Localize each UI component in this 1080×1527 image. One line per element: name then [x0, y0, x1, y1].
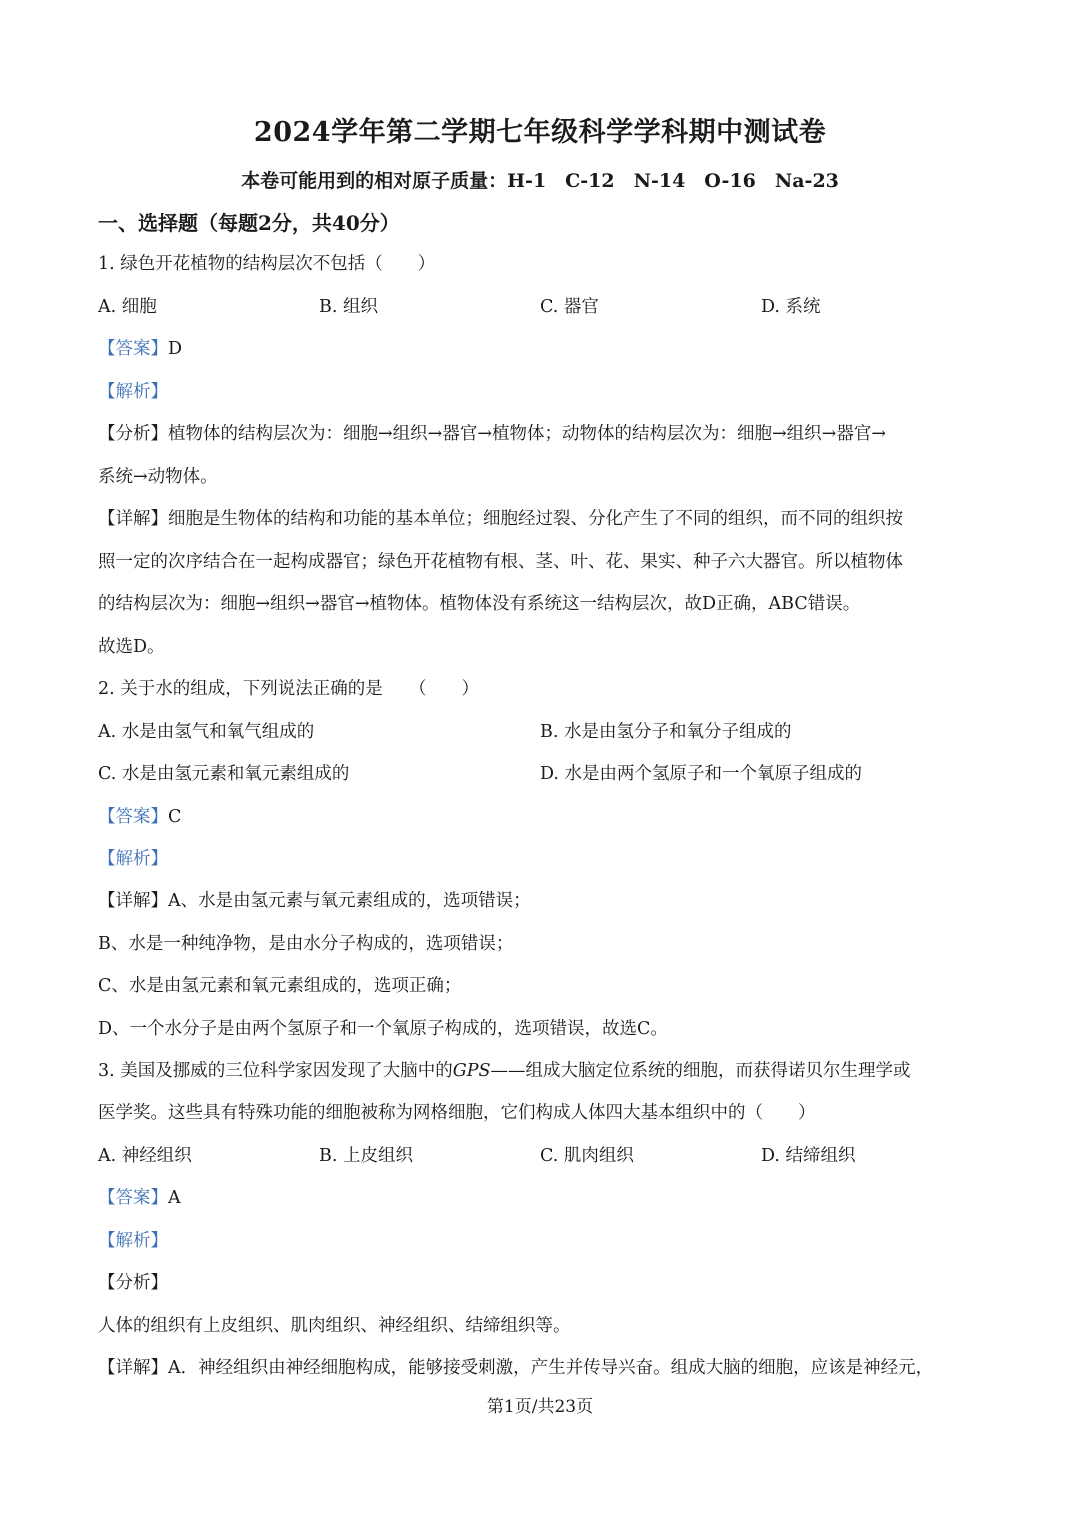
q3-stem-part: 3. 美国及挪威的三位科学家因发现了大脑中的 [98, 1061, 453, 1081]
q1-option-d: D. 系统 [761, 297, 821, 317]
q2-detail-line-1 [98, 889, 988, 913]
q2-detail-line-2: B、水是一种纯净物，是由水分子构成的，选项错误； [98, 934, 514, 954]
answer-value: C [168, 807, 182, 827]
detail-tag: 【详解】 [98, 891, 168, 911]
q1-detail-line-4: 故选D。 [98, 637, 165, 657]
atomic-mass-note: 本卷可能用到的相对原子质量：H-1 C-12 N-14 O-16 Na-23 [241, 170, 839, 192]
q2-stem: 2. 关于水的组成，下列说法正确的是 （ ） [98, 679, 480, 699]
q3-detail-line-1 [98, 1356, 988, 1380]
q1-detail-line-1 [98, 507, 988, 531]
q1-stem: 1. 绿色开花植物的结构层次不包括（ ） [98, 254, 436, 274]
detail-tag: 【详解】 [98, 1358, 168, 1378]
answer-value: A [168, 1188, 181, 1208]
answer-value: D [168, 339, 183, 359]
detail-text: A．神经组织由神经细胞构成，能够接受刺激，产生并传导兴奋。组成大脑的细胞，应该是神经元， [168, 1358, 934, 1378]
detail-text: A、水是由氢元素与氧元素组成的，选项错误； [168, 891, 531, 911]
detail-text: 细胞是生物体的结构和功能的基本单位；细胞经过裂、分化产生了不同的组织，而不同的组织按 [168, 509, 903, 529]
q1-option-b: B. 组织 [319, 297, 378, 317]
q2-option-d: D. 水是由两个氢原子和一个氧原子组成的 [540, 764, 863, 784]
q3-analysis-tag: 【解析】 [98, 1231, 168, 1251]
q2-answer [98, 805, 988, 829]
exam-title: 2024学年第二学期七年级科学学科期中测试卷 [253, 117, 827, 148]
detail-tag: 【详解】 [98, 509, 168, 529]
q3-stem-line-1 [98, 1059, 988, 1083]
q1-answer [98, 337, 988, 361]
q3-option-a: A. 神经组织 [98, 1146, 192, 1166]
fenxi-text: 植物体的结构层次为：细胞→组织→器官→植物体；动物体的结构层次为：细胞→组织→器官→ [168, 424, 886, 444]
q3-answer [98, 1186, 988, 1210]
q2-analysis-tag: 【解析】 [98, 849, 168, 869]
gps-term: GPS [452, 1061, 491, 1081]
q2-option-a: A. 水是由氢气和氧气组成的 [98, 722, 315, 742]
q3-stem-line-2: 医学奖。这些具有特殊功能的细胞被称为网格细胞，它们构成人体四大基本组织中的（ ） [98, 1103, 816, 1123]
section-heading: 一、选择题（每题2分，共40分） [98, 211, 400, 235]
q3-option-b: B. 上皮组织 [319, 1146, 413, 1166]
q3-fenxi-tag: 【分析】 [98, 1273, 168, 1293]
q1-fenxi-line-1 [98, 422, 988, 446]
q1-detail-line-2: 照一定的次序结合在一起构成器官；绿色开花植物有根、茎、叶、花、果实、种子六大器官。所以植物体 [98, 552, 903, 572]
q1-option-c: C. 器官 [540, 297, 599, 317]
q1-option-a: A. 细胞 [98, 297, 157, 317]
fenxi-tag: 【分析】 [98, 424, 168, 444]
q3-stem-part: ——组成大脑定位系统的细胞，而获得诺贝尔生理学或 [490, 1061, 911, 1081]
q3-option-d: D. 结缔组织 [761, 1146, 856, 1166]
q3-fenxi-line-1: 人体的组织有上皮组织、肌肉组织、神经组织、结缔组织等。 [98, 1316, 571, 1336]
q3-option-c: C. 肌肉组织 [540, 1146, 634, 1166]
page-indicator: 第1页/共23页 [486, 1397, 594, 1417]
q2-detail-line-4: D、一个水分子是由两个氢原子和一个氧原子构成的，选项错误，故选C。 [98, 1019, 668, 1039]
q1-analysis-tag: 【解析】 [98, 382, 168, 402]
answer-tag: 【答案】 [98, 807, 168, 827]
answer-tag: 【答案】 [98, 1188, 168, 1208]
q1-fenxi-line-2: 系统→动物体。 [98, 467, 218, 487]
answer-tag: 【答案】 [98, 339, 168, 359]
q2-option-c: C. 水是由氢元素和氧元素组成的 [98, 764, 350, 784]
q2-option-b: B. 水是由氢分子和氧分子组成的 [540, 722, 792, 742]
q1-detail-line-3: 的结构层次为：细胞→组织→器官→植物体。植物体没有系统这一结构层次，故D正确，ABC错误。 [98, 594, 861, 614]
q2-detail-line-3: C、水是由氢元素和氧元素组成的，选项正确； [98, 976, 462, 996]
